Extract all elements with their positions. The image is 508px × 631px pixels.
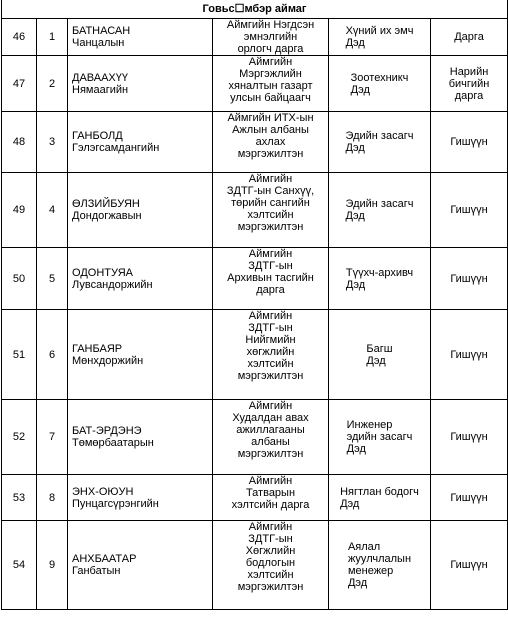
member-name [68, 19, 213, 56]
position-line: Дэд [345, 142, 365, 154]
position [329, 19, 431, 56]
member-name [68, 400, 213, 475]
table-row [2, 521, 508, 610]
organization-line: мэргэжилтэн [237, 581, 304, 593]
organization [213, 56, 329, 112]
member-name-line: Ганбатын [72, 565, 121, 577]
position-text [348, 541, 411, 589]
organization-line: Аймгийн Нэгдсэн [226, 19, 315, 31]
organization [213, 475, 329, 521]
member-name-line: Дондогжавын [72, 210, 142, 222]
organization-line: мэргэжилтэн [237, 221, 304, 233]
organization-line: төрийн сангийн [231, 197, 310, 209]
position-line: Аялал [347, 541, 381, 553]
position-line: Дэд [350, 83, 370, 96]
organization-line: хэлтсийн [247, 209, 294, 221]
row-number: 52 [2, 400, 37, 475]
member-name-line: Гэлэгсамдангийн [72, 142, 160, 154]
council-rank [431, 310, 508, 400]
row-number: 51 [2, 310, 37, 400]
organization-line: улсын байцаагч [230, 92, 311, 104]
position [329, 248, 431, 310]
member-name-line: Мөнхдоржийн [72, 354, 144, 367]
table-header-row [2, 0, 508, 19]
position-line: Дэд [347, 577, 368, 589]
row-index: 3 [37, 112, 68, 173]
position [329, 310, 431, 400]
council-rank-line: Нарийн [449, 65, 489, 78]
organization-line: Аймгийн [248, 521, 293, 533]
member-name-line: ӨЛЗИЙБУЯН [72, 198, 140, 210]
organization-line: мэргэжилтэн [237, 148, 304, 160]
position-text [340, 486, 419, 510]
member-name-line: БАТ-ЭРДЭНЭ [72, 425, 142, 437]
position-text [346, 130, 414, 154]
council-rank-line: Гишүүн [450, 204, 488, 216]
row-number: 54 [2, 521, 37, 610]
member-name [68, 112, 213, 173]
organization [213, 248, 329, 310]
position-line: Дэд [345, 210, 365, 222]
organization-line: албаны [251, 436, 290, 448]
council-rank [431, 56, 508, 112]
organization-line: бодлогын [245, 557, 296, 569]
member-name-line: ОДОНТУЯА [72, 266, 134, 279]
position-line: Дэд [340, 497, 360, 510]
organization [213, 521, 329, 610]
organization-line: Аймгийн [248, 475, 293, 487]
table-row [2, 112, 508, 173]
council-rank [431, 248, 508, 310]
member-name [68, 248, 213, 310]
table-row [2, 400, 508, 475]
organization-line: ажиллагааны [236, 424, 305, 436]
table-row [2, 19, 508, 56]
row-number: 46 [2, 19, 37, 56]
organization-line: Аймгийн [248, 248, 293, 260]
position-text [351, 72, 409, 96]
position [329, 173, 431, 248]
council-rank-line: Гишүүн [450, 431, 488, 443]
organization-line: орлогч дарга [237, 43, 304, 55]
position-line: Түүхч-архивч [345, 266, 414, 279]
row-index: 8 [37, 475, 68, 521]
member-name-line: Пунцагсүрэнгийн [72, 497, 159, 510]
row-number: 50 [2, 248, 37, 310]
council-rank [431, 521, 508, 610]
position-line: Дэд [366, 354, 386, 367]
row-index: 7 [37, 400, 68, 475]
member-name-line: ЭНХ-ОЮУН [72, 485, 134, 498]
organization-line: ахлах [255, 136, 286, 148]
member-name-line: ГАНБАЯР [72, 342, 123, 355]
row-number: 48 [2, 112, 37, 173]
member-name [68, 475, 213, 521]
organization-line: Ажлын албаны [232, 124, 309, 136]
organization [213, 112, 329, 173]
position-line: Хүний их эмч [345, 25, 414, 37]
position-text [346, 267, 413, 291]
organization-line: Аймгийн [248, 310, 293, 322]
organization-line: Нийгмийн [245, 334, 296, 346]
member-name-line: ДАВААХҮҮ [72, 71, 129, 84]
organization-line: ЗДТГ-ын [248, 260, 293, 272]
row-number: 47 [2, 56, 37, 112]
row-index: 6 [37, 310, 68, 400]
organization-line: Худалдан авах [232, 412, 309, 424]
member-name [68, 310, 213, 400]
organization-line: хэлтсийн дарга [231, 499, 310, 511]
organization-line: ЗДТГ-ын [248, 322, 293, 334]
organization-line: дарга [256, 284, 285, 296]
organization [213, 173, 329, 248]
organization-line: Аймгийн [248, 173, 293, 185]
table-row [2, 475, 508, 521]
position-line: Багш [366, 342, 393, 355]
position [329, 521, 431, 610]
council-rank [431, 475, 508, 521]
member-name-line: АНХБААТАР [72, 553, 137, 565]
organization-line: Аймгийн ИТХ-ын [227, 112, 314, 124]
organization-line: Архивын тасгийн [227, 272, 314, 284]
organization [213, 310, 329, 400]
organization [213, 19, 329, 56]
member-name [68, 173, 213, 248]
member-name-line: Чанцалын [72, 37, 125, 49]
organization-line: хяналтын газарт [228, 80, 313, 92]
member-name-line: Нямаагийн [72, 83, 129, 96]
member-name-line: Төмөрбаатарын [72, 437, 154, 449]
organization-line: эмнэлгийн [243, 31, 298, 43]
position-line: Эдийн засагч [345, 130, 414, 142]
council-rank-line: Дарга [454, 31, 484, 43]
member-name-line: Лувсандоржийн [72, 278, 153, 291]
organization-line: хэлтсийн [247, 358, 294, 370]
table-row [2, 173, 508, 248]
member-name-line: БАТНАСАН [72, 25, 131, 37]
position [329, 475, 431, 521]
position-line: Зоотехникч [350, 71, 409, 84]
position-line: жуулчлалын [347, 553, 412, 565]
council-rank [431, 400, 508, 475]
organization-line: ЗДТГ-ын [248, 533, 293, 545]
council-rank-line: Гишүүн [450, 491, 488, 504]
row-index: 9 [37, 521, 68, 610]
position-line: Нягтлан бодогч [340, 485, 419, 498]
row-number: 49 [2, 173, 37, 248]
organization-line: Мэргэжлийн [239, 68, 302, 80]
position-line: эдийн засагч [346, 431, 413, 443]
position-line: Эдийн засагч [345, 198, 414, 210]
council-rank [431, 112, 508, 173]
position [329, 56, 431, 112]
aimag-title: Говьс☐мбэр аймаг [2, 0, 508, 19]
organization-line: хэлтсийн [247, 569, 294, 581]
position-line: менежер [347, 565, 394, 577]
position [329, 112, 431, 173]
council-rank-line: дарга [454, 89, 484, 102]
position-line: Дэд [345, 37, 365, 49]
organization-line: Хөгжлийн [245, 545, 296, 557]
table-row [2, 56, 508, 112]
position-text [347, 419, 413, 455]
member-name-line: ГАНБОЛД [72, 130, 123, 142]
organization-line: Аймгийн [248, 56, 293, 68]
organization-line: мэргэжилтэн [237, 448, 304, 460]
council-rank-line: Гишүүн [450, 348, 488, 361]
organization-line: мэргэжилтэн [237, 370, 304, 382]
row-index: 4 [37, 173, 68, 248]
council-rank-line: Гишүүн [450, 559, 488, 571]
organization-line: Татварын [245, 487, 296, 499]
organization-line: ЗДТГ-ын Санхүү, [226, 185, 315, 197]
position-line: Дэд [345, 278, 366, 291]
member-name [68, 521, 213, 610]
table-row [2, 248, 508, 310]
council-rank [431, 19, 508, 56]
row-number: 53 [2, 475, 37, 521]
council-rank-line: бичгийн [448, 77, 490, 90]
position-text [346, 25, 414, 49]
row-index: 1 [37, 19, 68, 56]
council-rank-line: Гишүүн [450, 272, 488, 285]
organization [213, 400, 329, 475]
position-text [366, 343, 392, 367]
table-body [2, 0, 508, 610]
row-index: 5 [37, 248, 68, 310]
position-text [346, 198, 414, 222]
members-table [1, 0, 508, 610]
organization-line: Аймгийн [248, 400, 293, 412]
position [329, 400, 431, 475]
position-line: Дэд [346, 443, 366, 455]
row-index: 2 [37, 56, 68, 112]
member-name [68, 56, 213, 112]
council-rank [431, 173, 508, 248]
council-rank-line: Гишүүн [450, 136, 488, 148]
organization-line: хөгжлийн [246, 346, 295, 358]
table-row [2, 310, 508, 400]
position-line: Инженер [346, 419, 393, 431]
